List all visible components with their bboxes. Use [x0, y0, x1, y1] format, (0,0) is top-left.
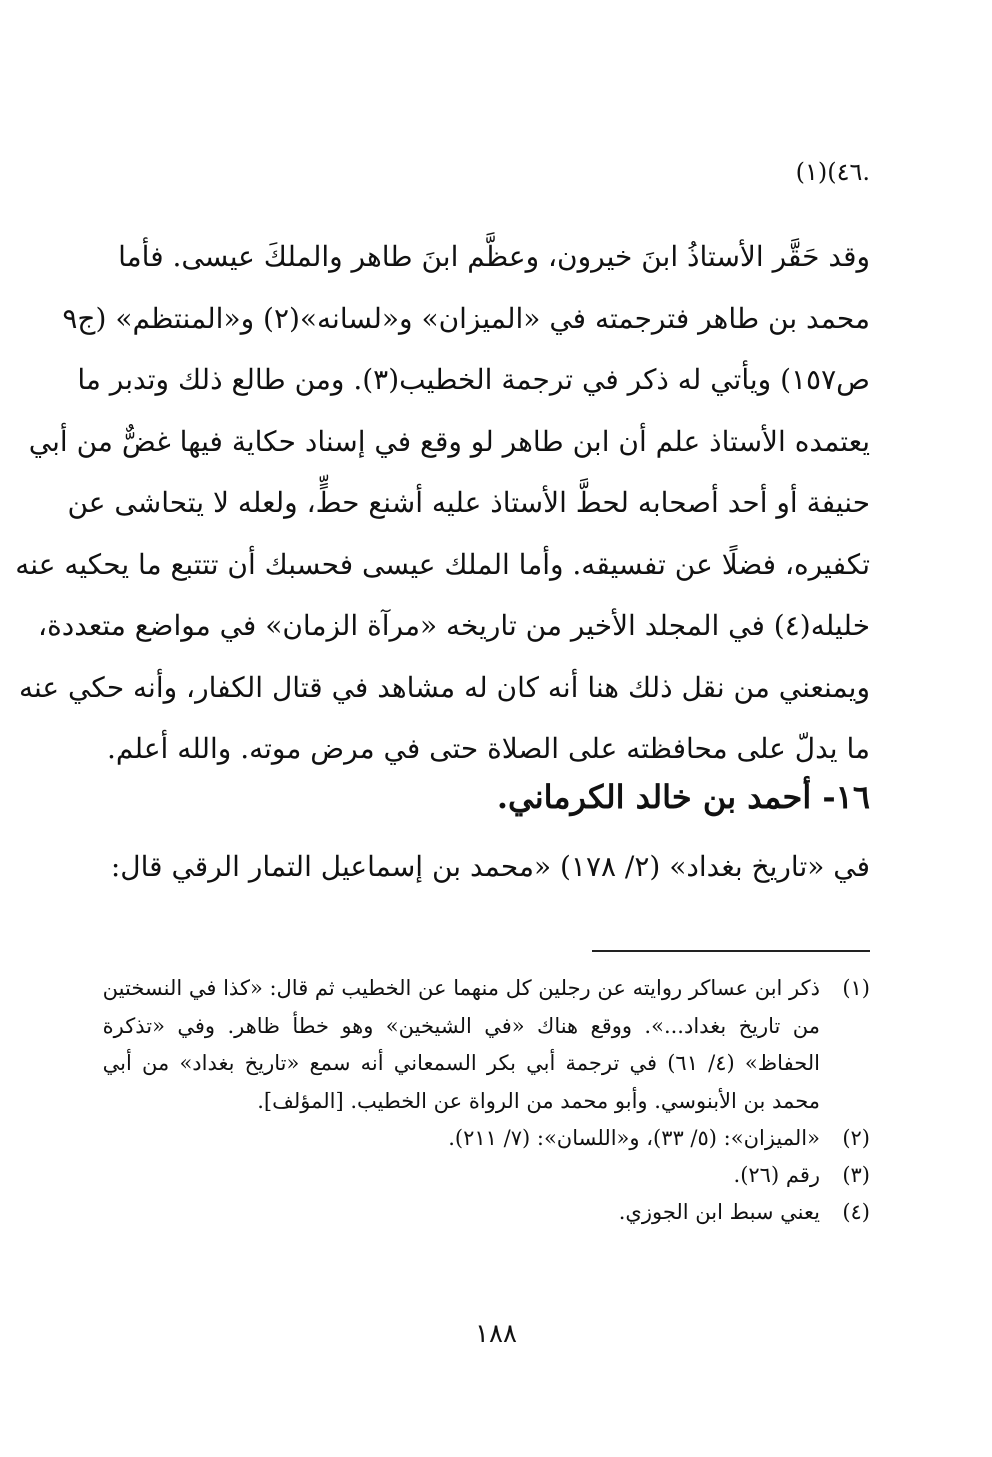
footnote-line: «الميزان»: (٥/ ٣٣)، و«اللسان»: (٧/ ٢١١).	[448, 1126, 820, 1150]
footnote-line: الحفاظ» (٤/ ٦١) في ترجمة أبي بكر السمعاني أنه سمع «تاريخ بغداد» من أبي	[102, 1051, 820, 1075]
footnote-line: ذكر ابن عساكر روايته عن رجلين كل منهما عن الخطيب ثم قال: «كذا في النسختين	[102, 976, 820, 1000]
paragraph-line: ما يدلّ على محافظته على الصلاة حتى في مرض موته. والله أعلم.	[107, 732, 870, 765]
paragraph-line: حنيفة أو أحد أصحابه لحطَّ الأستاذ عليه أشنع حطٍّ، ولعله لا يتحاشى عن	[67, 486, 870, 519]
footnote-line: رقم (٢٦).	[733, 1163, 820, 1187]
footnote-text	[120, 1157, 830, 1194]
footnote-line: يعني سبط ابن الجوزي.	[618, 1200, 820, 1224]
footnote-line: محمد بن الأبنوسي. وأبو محمد من الرواة عن الخطيب. [المؤلف].	[257, 1088, 820, 1113]
paragraph-line: يعتمده الأستاذ علم أن ابن طاهر لو وقع في إسناد حكاية فيها غضٌّ من أبي	[28, 424, 870, 458]
footnote-number: (١)	[842, 976, 870, 1000]
footnote-1	[102, 970, 870, 1120]
paragraph-line: وقد حَقَّر الأستاذُ ابنَ خيرون، وعظَّم ابنَ طاهر والملكَ عيسى. فأما	[118, 240, 870, 273]
paragraph-line: تكفيره، فضلًا عن تفسيقه. وأما الملك عيسى فحسبك أن تتتبع ما يحكيه عنه	[15, 547, 870, 581]
paragraph-line: محمد بن طاهر فترجمته في «الميزان» و«لسانه»(٢) و«المنتظم» (ج٩	[62, 301, 870, 335]
footnote-number: (٣)	[842, 1163, 870, 1187]
main-paragraph	[15, 226, 870, 780]
footnote-number: (٢)	[842, 1126, 870, 1150]
section-heading: ١٦- أحمد بن خالد الكرماني.	[496, 778, 870, 816]
paragraph-line: خليله(٤) في المجلد الأخير من تاريخه «مرآة الزمان» في مواضع متعددة،	[38, 609, 870, 642]
footnote-3	[120, 1157, 870, 1194]
footnote-text	[120, 1194, 830, 1231]
footnote-4	[120, 1194, 870, 1231]
footnote-text	[103, 970, 830, 1120]
footnote-text	[120, 1120, 830, 1157]
footnote-number: (٤)	[842, 1200, 870, 1224]
footnotes	[102, 970, 870, 1231]
footnote-line: من تاريخ بغداد...». ووقع هناك «في الشيخين» وهو خطأ ظاهر. وفي «تذكرة	[102, 1013, 820, 1038]
paragraph-line: ويمنعني من نقل ذلك هنا أنه كان له مشاهد في قتال الكفار، وأنه حكي عنه	[18, 670, 870, 704]
page-number: ١٨٨	[475, 1319, 517, 1349]
footnote-2	[120, 1120, 870, 1157]
section-first-line: في «تاريخ بغداد» (٢/ ١٧٨) «محمد بن إسماعيل التمار الرقي قال:	[110, 850, 870, 883]
continuation-line: ٤٦)(١).	[795, 158, 870, 186]
paragraph-line: ص١٥٧) ويأتي له ذكر في ترجمة الخطيب(٣). ومن طالع ذلك وتدبر ما	[77, 363, 870, 396]
footnote-divider	[592, 950, 870, 952]
